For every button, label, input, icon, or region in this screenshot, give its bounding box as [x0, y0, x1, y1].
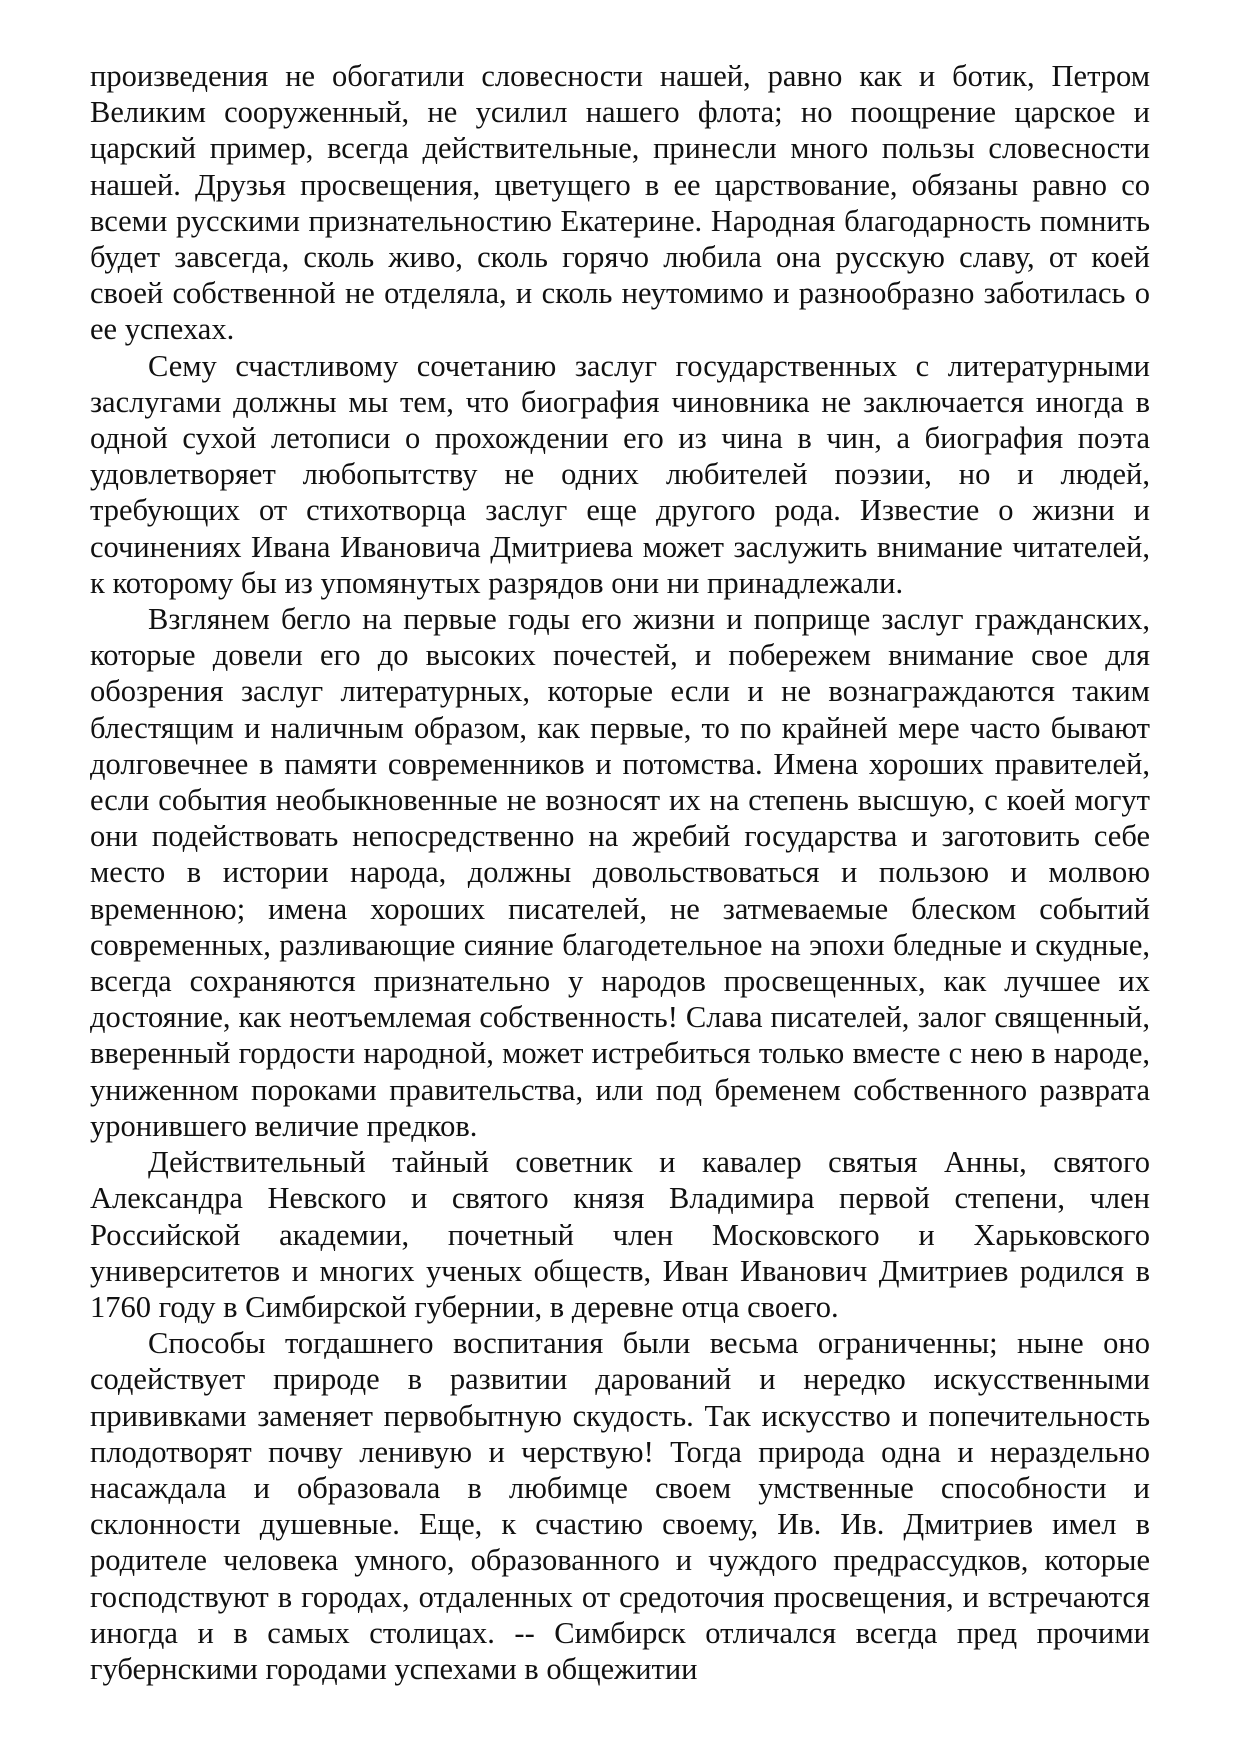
paragraph-4: Действительный тайный советник и кавалер святыя Анны, святого Александра Невского и святого князя Владимира первой степени, член Российской академии, почетный член Московского и Харьковского университетов и многих ученых обществ, Иван Иванович Дмитриев родился в 1760 году в Симбирской губернии, в деревне отца своего. [90, 1145, 1150, 1324]
paragraph-5: Способы тогдашнего воспитания были весьма ограниченны; ныне оно содействует природе в развитии дарований и нередко искусственными прививками заменяет первобытную скудость. Так искусство и попечительность плодотворят почву ленивую и черствую! Тогда природа одна и нераздельно насаждала и образовала в любимце своем умственные способности и склонности душевные. Еще, к счастию своему, Ив. Ив. Дмитриев имел в родителе человека умного, образованного и чуждого предрассудков, которые господствуют в городах, отдаленных от средоточия просвещения, и встречаются иногда и в самых столицах. -- Симбирск отличался всегда пред прочими губернскими городами успехами в общежитии [90, 1326, 1150, 1686]
paragraph-1: произведения не обогатили словесности нашей, равно как и ботик, Петром Великим сооруженный, не усилил нашего флота; но поощрение царское и царский пример, всегда действительные, принесли много пользы словесности нашей. Друзья просвещения, цветущего в ее царствование, обязаны равно со всеми русскими признательностию Екатерине. Народная благодарность помнить будет завсегда, сколь живо, сколь горячо любила она русскую славу, от коей своей собственной не отделяла, и сколь неутомимо и разнообразно заботилась о ее успехах. [90, 59, 1150, 347]
document-page [90, 58, 1150, 1687]
paragraph-2: Сему счастливому сочетанию заслуг государственных с литературными заслугами должны мы тем, что биография чиновника не заключается иногда в одной сухой летописи о прохождении его из чина в чин, а биография поэта удовлетворяет любопытству не одних любителей поэзии, но и людей, требующих от стихотворца заслуг еще другого рода. Известие о жизни и сочинениях Ивана Ивановича Дмитриева может заслужить внимание читателей, к которому бы из упомянутых разрядов они ни принадлежали. [90, 348, 1150, 600]
paragraph-3: Взглянем бегло на первые годы его жизни и поприще заслуг гражданских, которые довели его до высоких почестей, и побережем внимание свое для обозрения заслуг литературных, которые если и не вознаграждаются таким блестящим и наличным образом, как первые, то по крайней мере часто бывают долговечнее в памяти современников и потомства. Имена хороших правителей, если события необыкновенные не возносят их на степень высшую, с коей могут они подействовать непосредственно на жребий государства и заготовить себе место в истории народа, должны довольствоваться и пользою и молвою временною; имена хороших писателей, не затмеваемые блеском событий современных, разливающие сияние благодетельное на эпохи бледные и скудные, всегда сохраняются признательно у народов просвещенных, как лучшее их достояние, как неотъемлемая собственность! Слава писателей, залог священный, вверенный гордости народной, может истребиться только вместе с нею в народе, униженном пороками правительства, или под бременем собственного разврата уронившего величие предков. [90, 602, 1150, 1143]
